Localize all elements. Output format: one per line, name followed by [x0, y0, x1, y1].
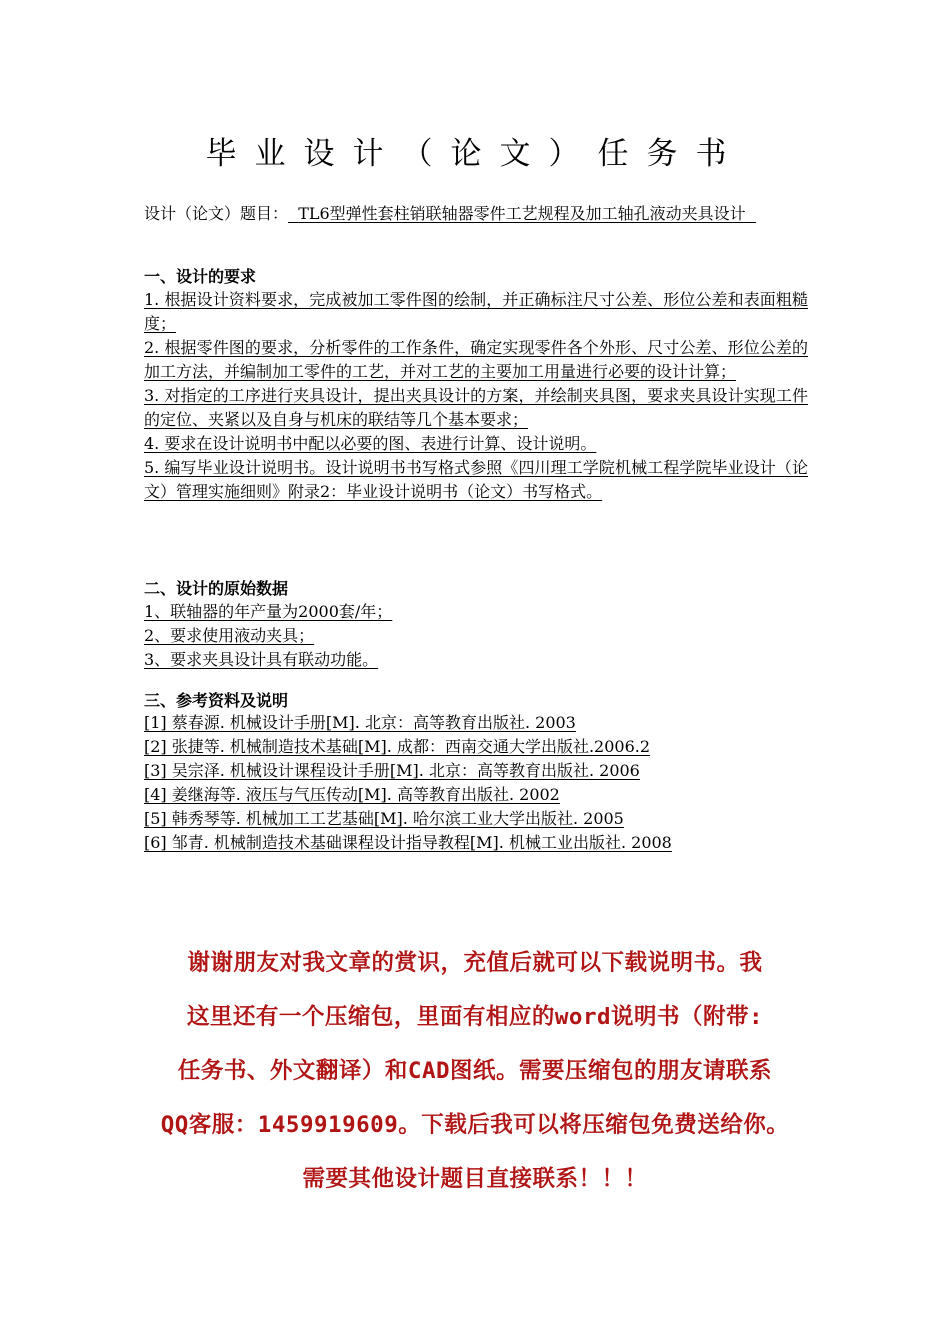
original-data-item: 2、要求使用液动夹具；	[144, 626, 315, 645]
requirement-item: 3. 对指定的工序进行夹具设计，提出夹具设计的方案，并绘制夹具图，要求夹具设计实现工件的定位、夹紧以及自身与机床的联结等几个基本要求；	[144, 386, 808, 429]
topic-label: 设计（论文）题目：	[144, 204, 289, 223]
requirements-list	[144, 288, 808, 504]
requirement-item: 1. 根据设计资料要求，完成被加工零件图的绘制，并正确标注尺寸公差、形位公差和表面粗糙度；	[144, 290, 808, 333]
original-data-item: 3、要求夹具设计具有联动功能。	[144, 650, 379, 669]
topic-value: TL6型弹性套柱销联轴器零件工艺规程及加工轴孔液动夹具设计	[298, 204, 746, 223]
references-list	[144, 711, 808, 855]
notice-line: QQ客服：1459919609。下载后我可以将压缩包免费送给你。	[160, 1112, 790, 1138]
section-heading-requirements: 一、设计的要求	[144, 267, 257, 286]
notice-line: 这里还有一个压缩包，里面有相应的word说明书（附带:	[186, 1004, 764, 1030]
section-heading-references: 三、参考资料及说明	[144, 691, 289, 710]
original-data-item: 1、联轴器的年产量为2000套/年；	[144, 602, 393, 621]
reference-item: [4] 姜继海等. 液压与气压传动[M]. 高等教育出版社. 2002	[144, 785, 560, 804]
original-data-list	[144, 600, 808, 672]
reference-item: [2] 张捷等. 机械制造技术基础[M]. 成都：西南交通大学出版社.2006.2	[144, 737, 651, 756]
section-heading-original-data: 二、设计的原始数据	[144, 579, 289, 598]
requirement-item: 2. 根据零件图的要求，分析零件的工作条件，确定实现零件各个外形、尺寸公差、形位公差的加工方法，并编制加工零件的工艺，并对工艺的主要加工用量进行必要的设计计算；	[144, 338, 808, 381]
reference-item: [6] 邹青. 机械制造技术基础课程设计指导教程[M]. 机械工业出版社. 2008	[144, 833, 672, 852]
document-title: 毕业设计（论文）任务书	[205, 136, 745, 172]
reference-item: [5] 韩秀琴等. 机械加工工艺基础[M]. 哈尔滨工业大学出版社. 2005	[144, 809, 624, 828]
reference-item: [1] 蔡春源. 机械设计手册[M]. 北京：高等教育出版社. 2003	[144, 713, 576, 732]
notice-line: 任务书、外文翻译）和CAD图纸。需要压缩包的朋友请联系	[177, 1058, 773, 1084]
requirement-item: 5. 编写毕业设计说明书。设计说明书书写格式参照《四川理工学院机械工程学院毕业设计（论文）管理实施细则》附录2：毕业设计说明书（论文）书写格式。	[144, 458, 808, 501]
reference-item: [3] 吴宗泽. 机械设计课程设计手册[M]. 北京：高等教育出版社. 2006	[144, 761, 640, 780]
notice-line: 谢谢朋友对我文章的赏识，充值后就可以下载说明书。我	[187, 950, 763, 976]
notice-line: 需要其他设计题目直接联系！！！	[302, 1166, 648, 1192]
requirement-item: 4. 要求在设计说明书中配以必要的图、表进行计算、设计说明。	[144, 434, 597, 453]
download-notice	[130, 936, 820, 1206]
thesis-topic	[144, 202, 808, 226]
